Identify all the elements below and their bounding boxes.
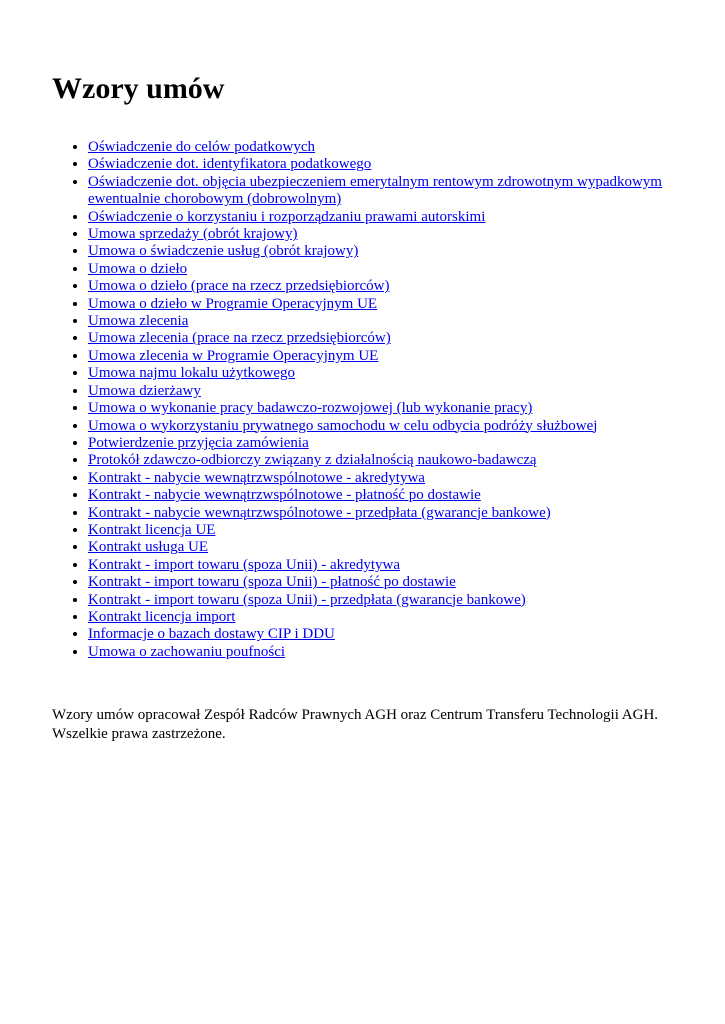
document-link-list bbox=[52, 139, 692, 661]
document-link[interactable]: Umowa zlecenia (prace na rzecz przedsiębiorców) bbox=[88, 330, 391, 347]
document-link[interactable]: Umowa sprzedaży (obrót krajowy) bbox=[88, 226, 298, 243]
document-link[interactable]: Umowa zlecenia bbox=[88, 313, 189, 330]
document-link[interactable]: Umowa najmu lokalu użytkowego bbox=[88, 365, 296, 382]
document-link[interactable]: Umowa o dzieło w Programie Operacyjnym UE bbox=[88, 295, 378, 312]
list-item bbox=[88, 139, 692, 156]
document-link[interactable]: Protokół zdawczo-odbiorczy związany z działalnością naukowo-badawczą bbox=[88, 452, 537, 469]
list-item bbox=[88, 418, 692, 435]
footer-credit: Wzory umów opracował Zespół Radców Prawnych AGH oraz Centrum Transferu Technologii AGH. bbox=[52, 707, 659, 723]
list-item bbox=[88, 296, 692, 313]
document-link[interactable]: Oświadczenie do celów podatkowych bbox=[88, 139, 316, 155]
document-link[interactable]: Informacje o bazach dostawy CIP i DDU bbox=[88, 626, 335, 643]
list-item bbox=[88, 644, 692, 661]
list-item bbox=[88, 539, 692, 556]
document-link[interactable]: Umowa o zachowaniu poufności bbox=[88, 643, 286, 660]
page-title: Wzory umów bbox=[52, 72, 225, 105]
document-link[interactable]: Kontrakt - nabycie wewnątrzwspólnotowe - przedpłata (gwarancje bankowe) bbox=[88, 504, 551, 521]
document-link[interactable]: Umowa o dzieło (prace na rzecz przedsiębiorców) bbox=[88, 278, 390, 295]
list-item bbox=[88, 330, 692, 347]
list-item bbox=[88, 156, 692, 173]
list-item bbox=[88, 383, 692, 400]
document-link[interactable]: Kontrakt - import towaru (spoza Unii) - płatność po dostawie bbox=[88, 574, 456, 591]
document-link[interactable]: Kontrakt licencja import bbox=[88, 608, 236, 625]
document-link[interactable]: Kontrakt - nabycie wewnątrzwspólnotowe - płatność po dostawie bbox=[88, 487, 481, 504]
document-link[interactable]: Oświadczenie dot. objęcia ubezpieczeniem emerytalnym rentowym zdrowotnym wypadkowym ewentualnie chorobowym (dobrowolnym) bbox=[88, 173, 662, 208]
document-link[interactable]: Kontrakt licencja UE bbox=[88, 521, 216, 538]
list-item bbox=[88, 261, 692, 278]
document-link[interactable]: Oświadczenie dot. identyfikatora podatkowego bbox=[88, 156, 372, 173]
list-item bbox=[88, 470, 692, 487]
list-item bbox=[88, 209, 692, 226]
document-link[interactable]: Umowa o świadczenie usług (obrót krajowy) bbox=[88, 243, 359, 260]
footer-note bbox=[52, 706, 692, 744]
document-link[interactable]: Kontrakt - nabycie wewnątrzwspólnotowe - akredytywa bbox=[88, 469, 425, 486]
list-item bbox=[88, 487, 692, 504]
list-item bbox=[88, 609, 692, 626]
document-link[interactable]: Kontrakt - import towaru (spoza Unii) - przedpłata (gwarancje bankowe) bbox=[88, 591, 526, 608]
list-item bbox=[88, 278, 692, 295]
document-link[interactable]: Umowa o wykorzystaniu prywatnego samochodu w celu odbycia podróży służbowej bbox=[88, 417, 598, 434]
document-link[interactable]: Umowa zlecenia w Programie Operacyjnym UE bbox=[88, 347, 379, 364]
list-item bbox=[88, 365, 692, 382]
footer-copyright: Wszelkie prawa zastrzeżone. bbox=[52, 726, 226, 742]
document-link[interactable]: Kontrakt - import towaru (spoza Unii) - akredytywa bbox=[88, 556, 400, 573]
document-link[interactable]: Umowa o dzieło bbox=[88, 260, 188, 277]
list-item bbox=[88, 313, 692, 330]
list-item bbox=[88, 348, 692, 365]
document-link[interactable]: Umowa o wykonanie pracy badawczo-rozwojowej (lub wykonanie pracy) bbox=[88, 400, 533, 417]
list-item bbox=[88, 626, 692, 643]
list-item bbox=[88, 243, 692, 260]
list-item bbox=[88, 522, 692, 539]
list-item bbox=[88, 435, 692, 452]
list-item bbox=[88, 574, 692, 591]
list-item bbox=[88, 592, 692, 609]
list-item bbox=[88, 226, 692, 243]
list-item bbox=[88, 557, 692, 574]
list-item bbox=[88, 505, 692, 522]
list-item bbox=[88, 174, 692, 209]
document-link[interactable]: Umowa dzierżawy bbox=[88, 382, 201, 399]
document-link[interactable]: Oświadczenie o korzystaniu i rozporządzaniu prawami autorskimi bbox=[88, 208, 486, 225]
list-item bbox=[88, 400, 692, 417]
list-item bbox=[88, 452, 692, 469]
document-link[interactable]: Potwierdzenie przyjęcia zamówienia bbox=[88, 434, 309, 451]
document-link[interactable]: Kontrakt usługa UE bbox=[88, 539, 208, 556]
